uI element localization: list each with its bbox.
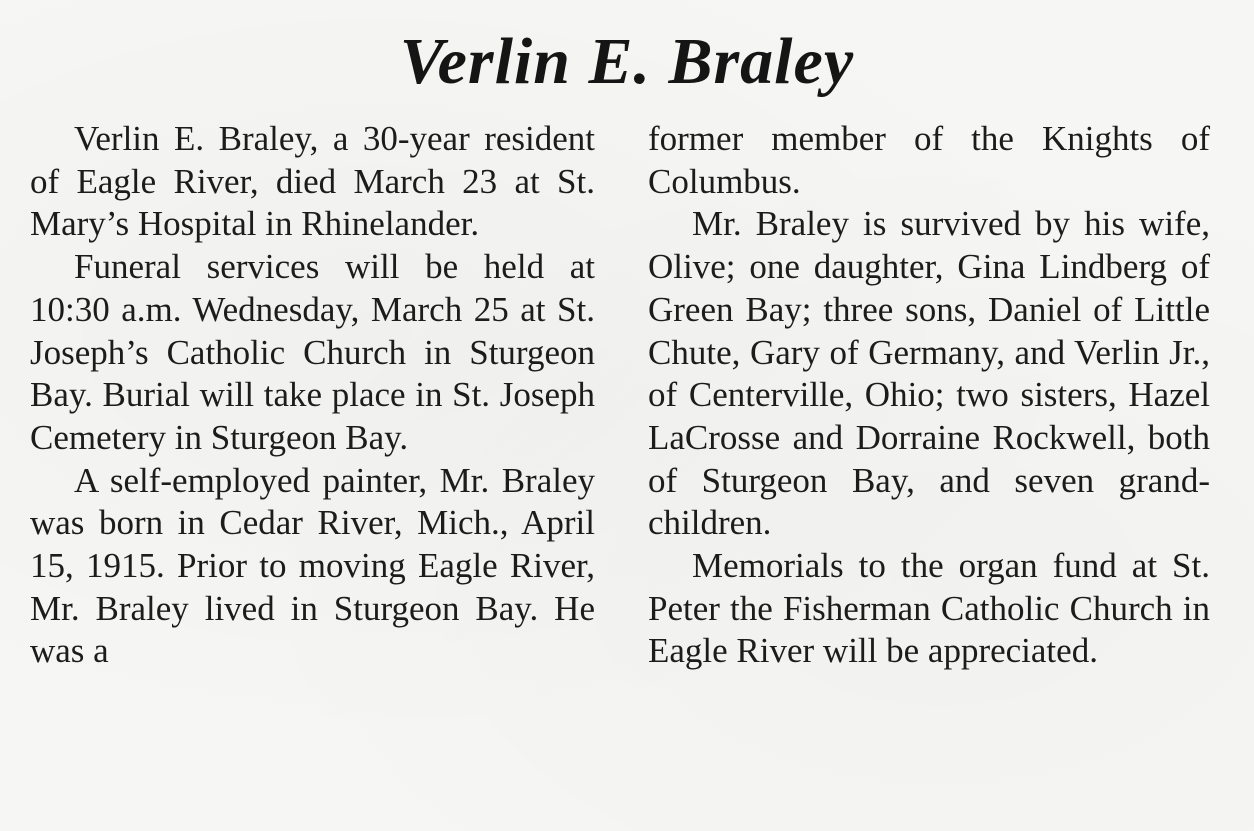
paragraph-biography: A self-employed painter, Mr. Braley was born in Cedar River, Mich., April 15, 1915. Prior to moving Eagle River, Mr. Braley lived in Sturgeon Bay. He was a xyxy=(30,460,595,671)
left-column xyxy=(30,118,595,673)
paragraph-survivors: Mr. Braley is survived by his wife, Olive; one daughter, Gina Lindberg of Green Bay; three sons, Daniel of Little Chute, Gary of Germany, and Verlin Jr., of Centerville, Ohio; two sisters, Hazel LaCrosse and Dorraine Rockwell, both of Sturgeon Bay, and seven grand-children. xyxy=(648,204,1210,543)
right-column xyxy=(648,118,1210,673)
paragraph-biography-continued: former member of the Knights of Columbus. xyxy=(648,119,1210,201)
paragraph-funeral-services: Funeral services will be held at 10:30 a.m. Wednesday, March 25 at St. Joseph’s Catholic Church in Sturgeon Bay. Burial will take place in St. Joseph Cemetery in Sturgeon Bay. xyxy=(30,247,595,457)
obituary-headline: Verlin E. Braley xyxy=(399,25,855,98)
paragraph-death-notice: Verlin E. Braley, a 30-year resident of Eagle River, died March 23 at St. Mary’s Hospital in Rhinelander. xyxy=(30,119,595,244)
paragraph-memorials: Memorials to the organ fund at St. Peter the Fisherman Catholic Church in Eagle River will be appreciated. xyxy=(648,546,1210,671)
